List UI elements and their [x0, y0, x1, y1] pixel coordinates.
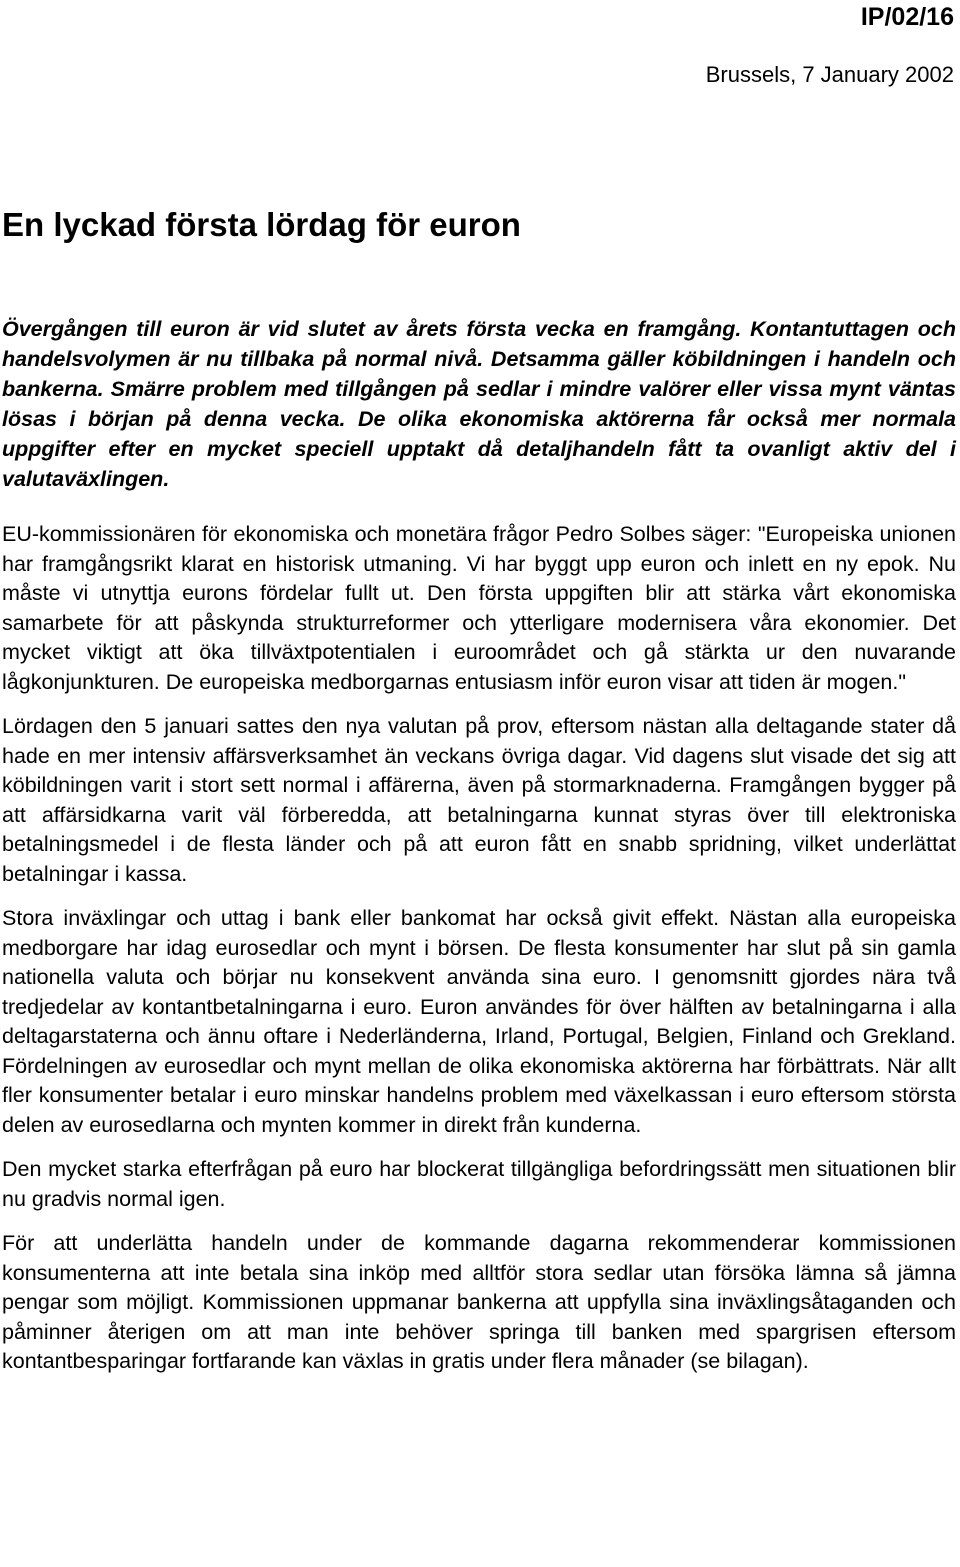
body-paragraph-4: Den mycket starka efterfrågan på euro har blockerat tillgängliga befordringssätt men situationen blir nu gradvis normal igen.: [2, 1157, 956, 1211]
dateline: Brussels, 7 January 2002: [705, 62, 954, 87]
body-paragraph-3: Stora inväxlingar och uttag i bank eller bankomat har också givit effekt. Nästan alla europeiska medborgare har idag eurosedlar och mynt i börsen. De flesta konsumenter har slut på sin gamla nationella valuta och börjar nu konsekvent använda sina euro. I genomsnitt gjordes nära två tredjedelar av kontantbetalningarna i euro. Euron användes för över hälften av betalningarna i alla deltagarstaterna och ännu oftare i Nederländerna, Irland, Portugal, Belgien, Finland och Grekland. Fördelningen av eurosedlar och mynt mellan de olika ekonomiska aktörerna har förbättrats. När allt fler konsumenter betalar i euro minskar handelns problem med växelkassan i euro eftersom största delen av eurosedlarna och mynten kommer in direkt från kunderna.: [2, 906, 956, 1137]
document-body: [2, 314, 956, 1392]
body-paragraph-2: Lördagen den 5 januari sattes den nya valutan på prov, eftersom nästan alla deltagande stater då hade en mer intensiv affärsverksamhet än veckans övriga dagar. Vid dagens slut visade det sig att köbildningen varit i stort sett normal i affärerna, även på stormarknaderna. Framgången bygger på att affärsidkarna varit väl förberedda, att betalningarna kunnat styras över till elektroniska betalningsmedel i de flesta länder och på att euron fått en snabb spridning, vilket underlättat betalningar i kassa.: [2, 714, 956, 886]
page-title: En lyckad första lördag för euron: [2, 206, 521, 243]
reference-number: IP/02/16: [860, 3, 954, 31]
lead-paragraph: Övergången till euron är vid slutet av årets första vecka en framgång. Kontantuttagen och handelsvolymen är nu tillbaka på normal nivå. Detsamma gäller köbildningen i handeln och bankerna. Smärre problem med tillgången på sedlar i mindre valörer eller vissa mynt väntas lösas i början på denna vecka. De olika ekonomiska aktörerna får också mer normala uppgifter efter en mycket speciell upptakt då detaljhandeln fått ta ovanligt aktiv del i valutaväxlingen.: [2, 317, 956, 491]
body-paragraph-5: För att underlätta handeln under de kommande dagarna rekommenderar kommissionen konsumenterna att inte betala sina inköp med alltför stora sedlar utan försöka lämna så jämna pengar som möjligt. Kommissionen uppmanar bankerna att uppfylla sina inväxlingsåtaganden och påminner återigen om att man inte behöver springa till banken med spargrisen eftersom kontantbesparingar fortfarande kan växlas in gratis under flera månader (se bilagan).: [2, 1231, 956, 1373]
body-paragraph-1: EU-kommissionären för ekonomiska och monetära frågor Pedro Solbes säger: "Europeiska unionen har framgångsrikt klarat en historisk utmaning. Vi har byggt upp euron och inlett en ny epok. Nu måste vi utnyttja eurons fördelar fullt ut. Den första uppgiften blir att stärka vårt ekonomiska samarbete för att påskynda strukturreformer och ytterligare modernisera våra ekonomier. Det mycket viktigt att öka tillväxtpotentialen i euroområdet och gå stärkta ur den nuvarande lågkonjunkturen. De europeiska medborgarnas entusiasm inför euron visar att tiden är mogen.": [2, 522, 956, 694]
